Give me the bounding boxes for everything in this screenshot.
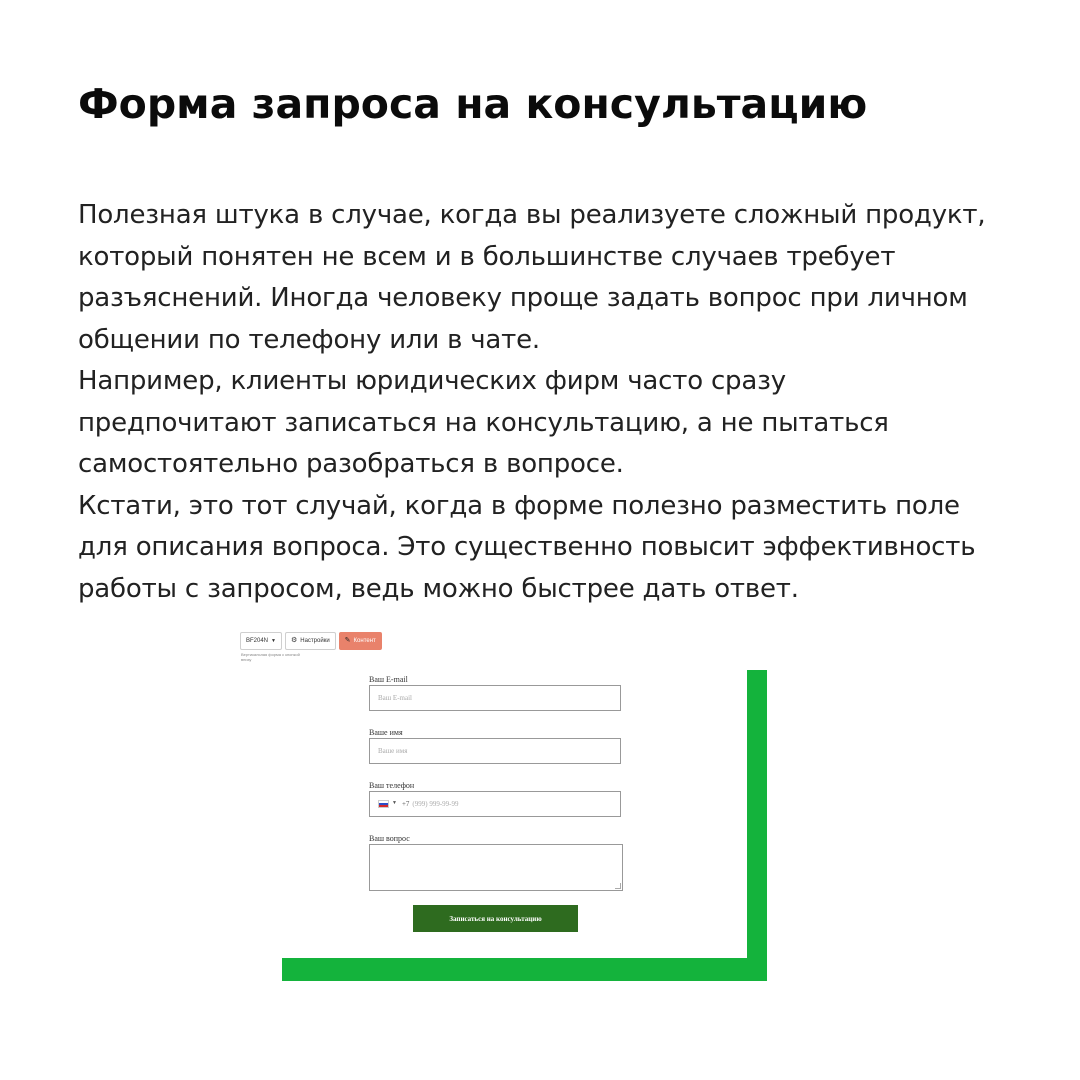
paragraph-line: разъяснений. Иногда человеку проще задать вопрос при личном — [78, 283, 968, 313]
block-id-label: BF204N — [246, 638, 269, 644]
phone-country-code: +7 — [401, 800, 410, 808]
paragraph-line: Полезная штука в случае, когда вы реализуете сложный продукт, — [78, 200, 986, 230]
block-toolbar — [240, 632, 382, 650]
paragraph-line: который понятен не всем и в большинстве случаев требует — [78, 241, 896, 272]
phone-field[interactable] — [369, 791, 621, 817]
gear-icon: ⚙ — [290, 637, 298, 644]
pencil-icon: ✎ — [344, 637, 351, 644]
content-label: Контент — [353, 638, 376, 644]
paragraph-line: общении по телефону или в чате. — [78, 324, 540, 355]
chevron-down-icon: ▼ — [271, 638, 276, 644]
paragraph-line: предпочитают записаться на консультацию, а не пытаться — [78, 407, 889, 438]
consultation-form — [369, 674, 623, 932]
russia-flag-icon[interactable] — [378, 800, 389, 808]
question-label: Ваш вопрос — [369, 834, 410, 843]
submit-consultation-button[interactable]: Записаться на консультацию — [413, 905, 578, 932]
email-label: Ваш E-mail — [369, 675, 408, 684]
paragraph-line: Например, клиенты юридических фирм часто сразу — [78, 366, 786, 396]
paragraph-line: Кстати, это тот случай, когда в форме полезно разместить поле — [78, 490, 960, 521]
settings-button[interactable] — [285, 632, 336, 650]
block-caption: Вертикальная форма с кнопкой внизу — [241, 652, 300, 662]
chevron-down-icon: ▼ — [392, 801, 397, 806]
name-field[interactable] — [369, 738, 621, 764]
green-frame-vertical — [747, 670, 767, 981]
phone-placeholder: (999) 999-99-99 — [412, 800, 459, 808]
green-frame-horizontal — [282, 958, 767, 981]
paragraph-line: работы с запросом, ведь можно быстрее дать ответ. — [78, 573, 799, 604]
phone-label: Ваш телефон — [369, 781, 415, 790]
paragraph-line: для описания вопроса. Это существенно повысит эффективность — [78, 532, 976, 562]
content-button[interactable] — [339, 632, 382, 650]
block-id-dropdown[interactable] — [240, 632, 282, 650]
email-field[interactable] — [369, 685, 621, 711]
email-placeholder: Ваш E-mail — [378, 694, 412, 702]
settings-label: Настройки — [300, 638, 330, 644]
description-paragraph — [78, 195, 1038, 610]
form-builder-screenshot — [240, 630, 740, 950]
paragraph-line: самостоятельно разобраться в вопросе. — [78, 449, 624, 479]
name-label: Ваше имя — [369, 728, 403, 737]
page-title: Форма запроса на консультацию — [78, 80, 868, 128]
question-textarea[interactable] — [369, 844, 623, 891]
name-placeholder: Ваше имя — [378, 747, 408, 755]
